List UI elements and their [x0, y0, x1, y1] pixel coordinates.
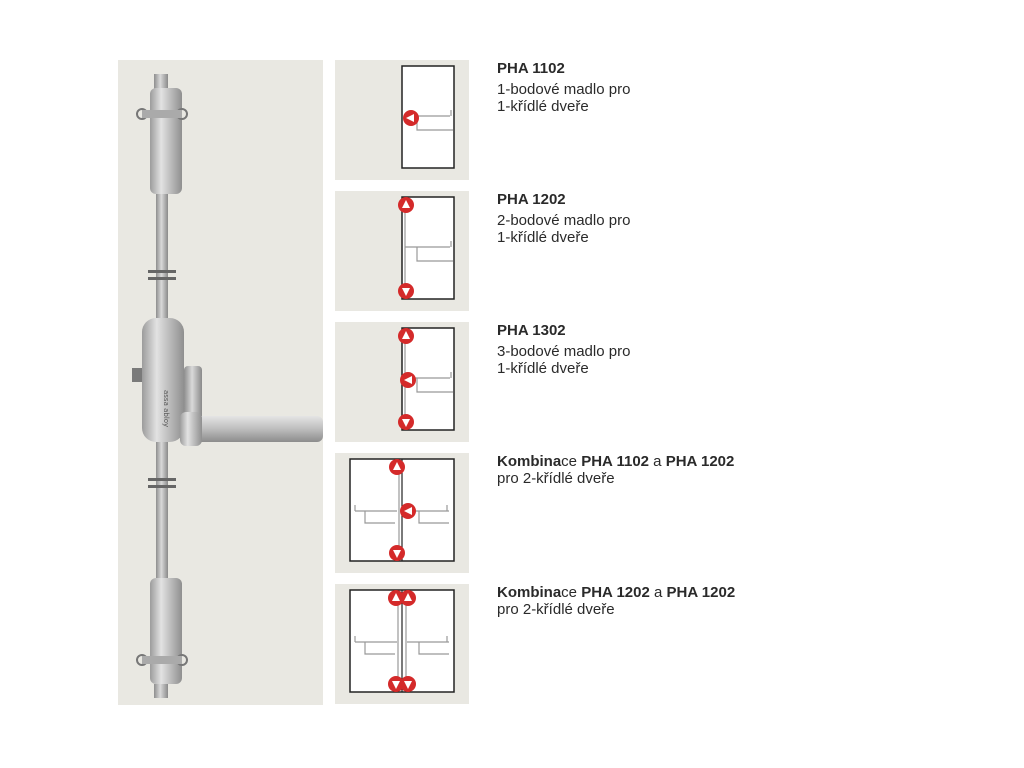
- caption-pha-1202: [497, 191, 630, 246]
- combo-title: [497, 584, 735, 601]
- combo-prefix: Kombina: [497, 584, 562, 601]
- combo-code-b: PHA 1202: [666, 584, 736, 601]
- combo-prefix: Kombina: [497, 453, 562, 470]
- diagram-pha-1102: [335, 60, 469, 180]
- combo-code-a: PHA 1202: [581, 584, 650, 601]
- combo-code-b: PHA 1202: [665, 453, 735, 470]
- diagram-combo-1102-1202: [335, 453, 469, 573]
- combo-desc: pro 2-křídlé dveře: [497, 601, 615, 618]
- product-desc-line1: 2-bodové madlo pro: [497, 212, 631, 229]
- diagram-combo-1202-1202: [335, 584, 469, 704]
- product-title: PHA 1302: [497, 322, 566, 339]
- combo-code-a: PHA 1102: [581, 453, 650, 470]
- combo-and: a: [649, 453, 666, 470]
- diagram-pha-1302: [335, 322, 469, 442]
- combo-title: [497, 453, 734, 470]
- caption-pha-1302: [497, 322, 630, 377]
- combo-mid: ce: [561, 453, 582, 470]
- diagram-pha-1202: [335, 191, 469, 311]
- product-title: PHA 1202: [497, 191, 566, 208]
- product-title: PHA 1102: [497, 60, 565, 77]
- panic-bar-illustration: [118, 60, 323, 705]
- combo-desc: pro 2-křídlé dveře: [497, 470, 615, 487]
- product-desc-line2: 1-křídlé dveře: [497, 98, 589, 115]
- product-photo: [118, 60, 323, 705]
- combo-mid: ce: [561, 584, 582, 601]
- caption-combo-2: [497, 584, 735, 618]
- svg-text:assa abloy: assa abloy: [162, 390, 170, 428]
- product-desc-line1: 3-bodové madlo pro: [497, 343, 631, 360]
- product-desc-line2: 1-křídlé dveře: [497, 229, 589, 246]
- caption-combo-1: [497, 453, 734, 487]
- product-desc-line2: 1-křídlé dveře: [497, 360, 589, 377]
- caption-pha-1102: [497, 60, 630, 115]
- product-desc-line1: 1-bodové madlo pro: [497, 81, 631, 98]
- combo-and: a: [649, 584, 667, 601]
